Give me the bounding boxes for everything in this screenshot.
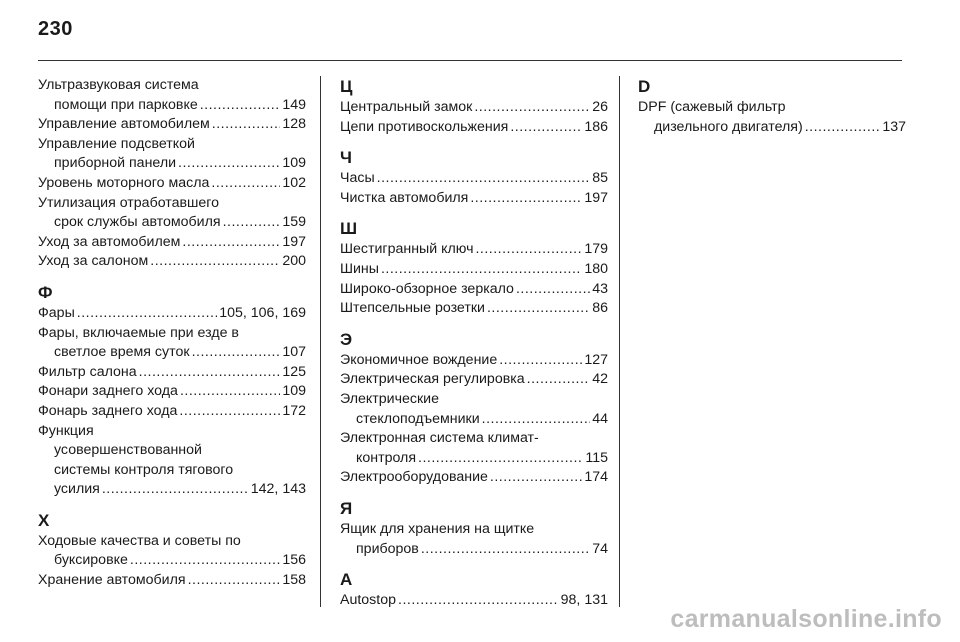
dot-leader <box>516 280 590 300</box>
dot-leader <box>398 591 559 611</box>
index-letter-heading: D <box>638 77 651 96</box>
index-entry <box>38 252 306 272</box>
page-reference: 186 <box>584 118 608 135</box>
page-reference: 105, 106, 169 <box>219 304 306 321</box>
index-entry-line <box>340 520 608 540</box>
page-reference: 142, 143 <box>250 481 306 498</box>
index-term: Цепи противоскольжения <box>340 118 509 135</box>
page-reference: 159 <box>282 214 306 231</box>
index-entry <box>38 304 306 324</box>
index-letter-heading: Э <box>340 329 353 349</box>
column-divider <box>320 76 321 607</box>
index-term: Фильтр салона <box>38 363 137 380</box>
dot-leader <box>527 370 591 390</box>
index-entry-line <box>340 390 608 410</box>
index-entry-line-with-page <box>340 98 608 118</box>
index-entry <box>340 468 608 488</box>
page-reference: 42 <box>592 371 608 388</box>
index-term: Шины <box>340 260 379 277</box>
index-term: Управление подсветкой <box>38 135 195 152</box>
page-reference: 85 <box>592 170 608 187</box>
index-entry <box>38 174 306 194</box>
index-term: приборов <box>356 540 419 557</box>
index-entry-line-with-page <box>340 370 608 390</box>
index-entry <box>38 76 306 115</box>
index-letter-heading: Х <box>38 510 50 530</box>
dot-leader <box>178 154 280 174</box>
index-entry-line-with-page <box>340 280 608 300</box>
dot-leader <box>377 169 591 189</box>
index-entry-line-with-page <box>340 118 608 138</box>
index-entry-line-with-page <box>38 252 306 272</box>
page-reference: 179 <box>584 241 608 258</box>
dot-leader <box>470 189 582 209</box>
index-entry <box>340 591 608 611</box>
index-entry-line-with-page <box>340 540 608 560</box>
page-reference: 125 <box>282 363 306 380</box>
index-term: Электрическая регулировка <box>340 371 525 388</box>
dot-leader <box>475 240 582 260</box>
dot-leader <box>211 174 280 194</box>
page-reference: 137 <box>882 118 906 135</box>
index-term: усовершенствованной <box>54 442 202 459</box>
dot-leader <box>490 468 582 488</box>
index-term: Уход за автомобилем <box>38 233 181 250</box>
dot-leader <box>150 252 280 272</box>
index-term: усилия <box>54 481 100 498</box>
index-entry-line-with-page <box>638 118 906 138</box>
index-term: светлое время суток <box>54 344 190 361</box>
dot-leader <box>510 118 582 138</box>
index-entry-line-with-page <box>340 299 608 319</box>
index-term: стеклоподъемники <box>356 410 480 427</box>
index-term: Фонарь заднего хода <box>38 402 178 419</box>
index-entry-line-with-page <box>38 480 306 500</box>
index-entry-line-with-page <box>340 260 608 280</box>
index-entry <box>38 363 306 383</box>
index-entry-line-with-page <box>340 410 608 430</box>
index-entry-line-with-page <box>38 115 306 135</box>
index-term: Центральный замок <box>340 99 473 115</box>
dot-leader <box>130 551 280 571</box>
index-entry <box>38 233 306 253</box>
dot-leader <box>381 260 582 280</box>
index-term: Фары, включаемые при езде в <box>38 324 239 341</box>
page-number: 230 <box>38 18 73 40</box>
index-entry-line <box>340 429 608 449</box>
index-column-3 <box>638 76 906 137</box>
index-entry-line-with-page <box>38 551 306 571</box>
index-entry-line <box>38 532 306 552</box>
dot-leader <box>482 410 591 430</box>
index-entry-line <box>38 76 306 96</box>
index-term: Утилизация отработавшего <box>38 194 220 211</box>
column-divider <box>619 76 620 607</box>
index-entry <box>38 115 306 135</box>
index-entry <box>340 520 608 559</box>
index-entry-line-with-page <box>38 154 306 174</box>
page-reference: 174 <box>584 469 608 486</box>
index-term: Уровень моторного масла <box>38 174 210 191</box>
index-term: Ходовые качества и советы по <box>38 532 241 549</box>
index-letter-heading: Ш <box>340 219 358 239</box>
dot-leader <box>487 299 590 319</box>
index-entry-line-with-page <box>38 402 306 422</box>
index-term: Ящик для хранения на щитке <box>340 520 535 537</box>
index-entry <box>38 571 306 591</box>
index-entry-line <box>38 441 306 461</box>
page-reference: 26 <box>592 99 608 115</box>
index-entry <box>38 422 306 500</box>
index-entry-line-with-page <box>38 213 306 233</box>
index-entry <box>340 390 608 429</box>
index-letter-heading: A <box>340 570 353 590</box>
dot-leader <box>421 540 590 560</box>
dot-leader <box>223 213 281 233</box>
index-term: срок службы автомобиля <box>54 214 221 231</box>
dot-leader <box>182 233 280 253</box>
index-term: Электрические <box>340 390 439 407</box>
index-term: буксировке <box>54 552 128 569</box>
watermark: carmanualsonline.info <box>670 605 942 633</box>
index-term: Ультразвуковая система <box>38 77 199 93</box>
page-reference: 127 <box>584 351 608 368</box>
index-entry <box>340 299 608 319</box>
index-entry-line-with-page <box>38 174 306 194</box>
index-term: контроля <box>356 449 417 466</box>
index-entry <box>340 189 608 209</box>
dot-leader <box>805 118 881 138</box>
index-entry-line <box>38 194 306 214</box>
index-term: Фары <box>38 304 75 321</box>
page-reference: 109 <box>282 155 306 172</box>
index-column-1 <box>38 76 306 591</box>
index-term: Экономичное вождение <box>340 351 498 368</box>
index-term: Хранение автомобиля <box>38 572 186 589</box>
page-reference: 180 <box>584 260 608 277</box>
index-entry <box>340 240 608 260</box>
index-entry <box>340 370 608 390</box>
index-term: Часы <box>340 170 375 187</box>
index-entry <box>38 382 306 402</box>
dot-leader <box>139 363 281 383</box>
index-entry-line-with-page <box>38 571 306 591</box>
index-entry-line-with-page <box>38 363 306 383</box>
dot-leader <box>102 480 249 500</box>
page-reference: 172 <box>282 402 306 419</box>
page-reference: 43 <box>592 280 608 297</box>
index-entry <box>340 169 608 189</box>
index-entry-line-with-page <box>340 169 608 189</box>
page-reference: 197 <box>584 189 608 206</box>
index-entry <box>38 402 306 422</box>
dot-leader <box>180 382 280 402</box>
index-term: помощи при парковке <box>54 96 198 113</box>
index-term: Чистка автомобиля <box>340 189 469 206</box>
page-reference: 200 <box>282 253 306 270</box>
index-term: приборной панели <box>54 155 177 172</box>
index-entry-line <box>38 422 306 442</box>
index-entry <box>340 429 608 468</box>
index-term: Шестигранный ключ <box>340 241 474 258</box>
index-entry-line <box>38 324 306 344</box>
index-entry-line-with-page <box>340 189 608 209</box>
dot-leader <box>77 304 217 324</box>
page-reference: 44 <box>592 410 608 427</box>
index-letter-heading: Ф <box>38 282 53 302</box>
dot-leader <box>499 351 582 371</box>
header-rule <box>38 60 902 61</box>
index-entry <box>340 351 608 371</box>
index-entry-line-with-page <box>38 382 306 402</box>
index-entry <box>38 135 306 174</box>
index-entry <box>340 260 608 280</box>
index-term: Фонари заднего хода <box>38 383 178 400</box>
index-entry-line-with-page <box>340 449 608 469</box>
page-reference: 74 <box>592 540 608 557</box>
index-term: Autostop <box>340 592 397 609</box>
index-term: Широко-обзорное зеркало <box>340 280 514 297</box>
index-entry-line-with-page <box>340 351 608 371</box>
index-letter-heading: Я <box>340 498 353 518</box>
index-term: Уход за салоном <box>38 253 149 270</box>
index-entry <box>340 98 608 118</box>
index-entry <box>38 324 306 363</box>
page-reference: 115 <box>585 449 608 466</box>
page-reference: 158 <box>282 572 306 589</box>
page-reference: 107 <box>282 344 306 361</box>
dot-leader <box>200 96 281 116</box>
index-term: Функция <box>38 422 94 439</box>
index-term: системы контроля тягового <box>54 461 234 478</box>
index-entry <box>638 98 906 137</box>
index-entry <box>340 280 608 300</box>
dot-leader <box>192 343 281 363</box>
dot-leader <box>474 98 590 118</box>
index-letter-heading: Ч <box>340 148 352 168</box>
dot-leader <box>188 571 281 591</box>
index-entry-line <box>638 98 906 118</box>
index-column-2 <box>340 76 608 611</box>
index-term: Управление автомобилем <box>38 116 210 133</box>
index-term: DPF (сажевый фильтр <box>638 99 786 115</box>
page-reference: 149 <box>282 96 306 113</box>
index-term: Штепсельные розетки <box>340 300 485 317</box>
page-reference: 197 <box>282 233 306 250</box>
index-term: Электрооборудование <box>340 469 488 486</box>
index-entry-line-with-page <box>38 343 306 363</box>
page-reference: 156 <box>282 552 306 569</box>
page-reference: 109 <box>282 383 306 400</box>
index-entry-line-with-page <box>38 304 306 324</box>
index-entry <box>340 118 608 138</box>
page-reference: 102 <box>282 174 306 191</box>
dot-leader <box>212 115 281 135</box>
index-entry-line-with-page <box>340 591 608 611</box>
index-term: дизельного двигателя) <box>654 118 803 135</box>
page-reference: 86 <box>592 300 608 317</box>
index-entry <box>38 532 306 571</box>
page-reference: 128 <box>282 116 306 133</box>
index-letter-heading: Ц <box>340 77 353 96</box>
dot-leader <box>418 449 583 469</box>
index-entry-line-with-page <box>38 96 306 116</box>
index-entry-line-with-page <box>38 233 306 253</box>
index-entry <box>38 194 306 233</box>
page-reference: 98, 131 <box>560 592 608 609</box>
index-entry-line <box>38 461 306 481</box>
index-entry-line <box>38 135 306 155</box>
index-entry-line-with-page <box>340 240 608 260</box>
index-term: Электронная система климат- <box>340 430 539 447</box>
dot-leader <box>179 402 280 422</box>
index-entry-line-with-page <box>340 468 608 488</box>
